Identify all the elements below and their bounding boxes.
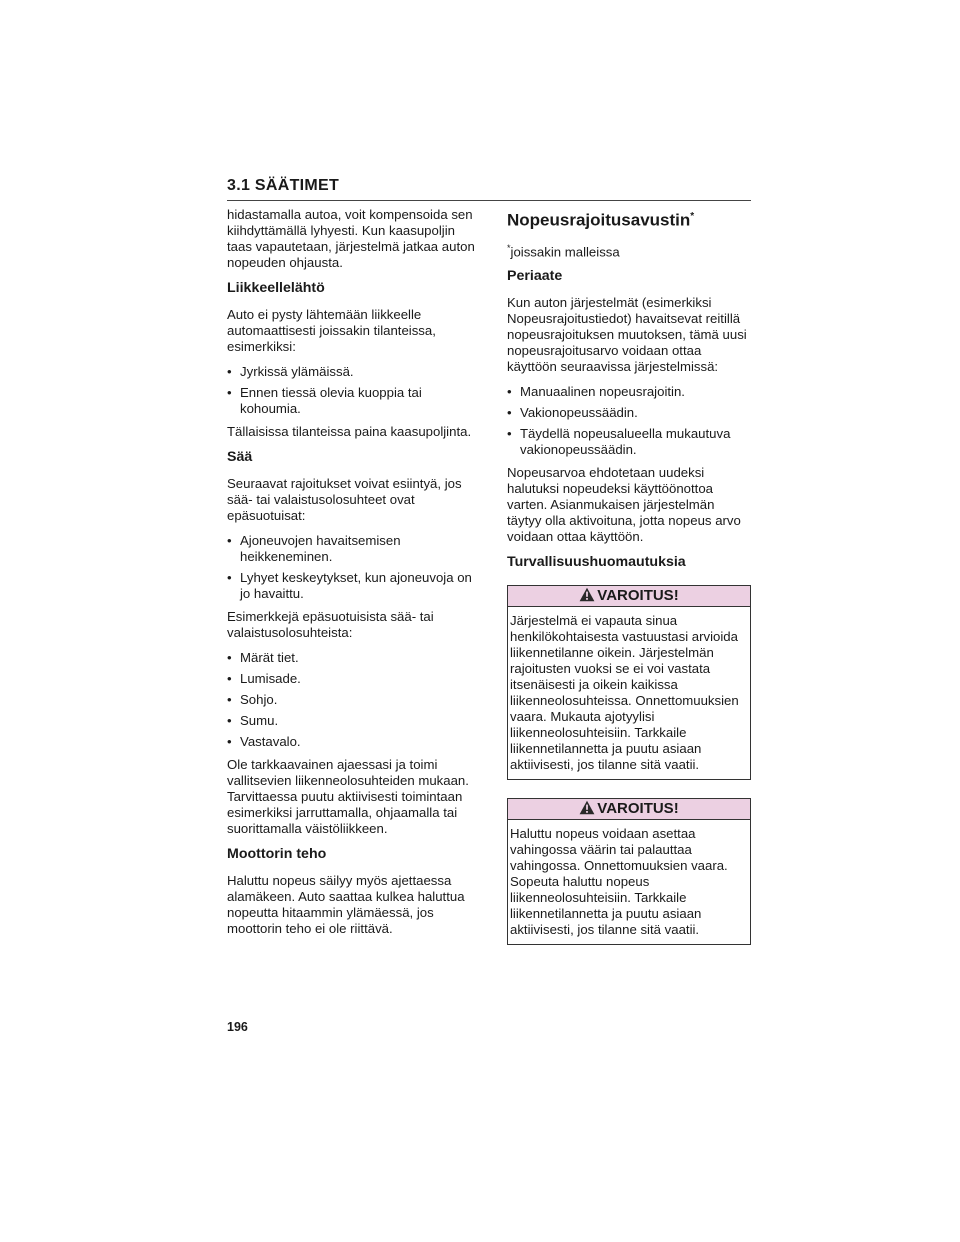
list-item: • Sumu. (227, 713, 279, 728)
list-item: • Vakionopeussäädin. (507, 405, 638, 421)
bullet-icon: • (227, 650, 232, 665)
warning-box-2 (507, 798, 751, 945)
intro-paragraph: hidastamalla autoa, voit kompensoida sen kiihdyttämällä lyhyesti. Kun kaasupoljin taas vapautetaan, järjestelmä jatkaa auton nopeuden ohjausta. (227, 207, 475, 270)
asterisk-mark: * (507, 242, 511, 253)
saa-paragraph: Seuraavat rajoitukset voivat esiintyä, jos sää- tai valaistusolosuhteet ovat epäsuotuisat: (227, 476, 462, 523)
section-title: 3.1 SÄÄTIMET (227, 177, 340, 194)
list-item: • Vastavalo. (227, 734, 301, 749)
heading-nopeusrajoitusavustin: Nopeusrajoitusavustin* (507, 210, 695, 230)
bullet-icon: • (507, 426, 512, 442)
periaate-paragraph: Kun auton järjestelmät (esimerkiksi Nopeusrajoitustiedot) havaitsevat reitillä nopeusrajoituksen muutoksen, tämä uusi nopeusrajoitusarvo voidaan ottaa käyttöön seuraavissa järjestelmissä: (507, 295, 747, 375)
warning-title: VAROITUS! (597, 587, 679, 605)
list-item: • Lumisade. (227, 671, 301, 686)
bullet-icon: • (227, 385, 232, 400)
list-item: • Täydellä nopeusalueella mukautuva vakionopeussäädin. (507, 426, 731, 458)
liikkeellelahto-paragraph: Auto ei pysty lähtemään liikkeelle automaattisesti joissakin tilanteissa, esimerkiksi: (227, 307, 436, 354)
heading-moottori: Moottorin teho (227, 846, 327, 862)
list-saa (227, 533, 477, 602)
esimerkkeja-paragraph: Esimerkkejä epäsuotuisista sää- tai valaistusolosuhteista: (227, 609, 434, 640)
moottori-paragraph: Haluttu nopeus säilyy myös ajettaessa alamäkeen. Auto saattaa kulkea haluttua nopeutta hitaammin ylämäessä, jos moottorin teho ei ole riittävä. (227, 873, 465, 936)
warning-text: Haluttu nopeus voidaan asettaa vahingossa väärin tai palauttaa vahingossa. Onnettomuuksien vaara. Sopeuta haluttu nopeus liikenneolosuhteisiin. Tarkkaile liikennetilannetta ja puutu asiaan aktiivisesti, jos tilanne sitä vaatii. (510, 826, 728, 938)
bullet-icon: • (227, 570, 232, 585)
heading-periaate: Periaate (507, 268, 563, 285)
warning-header (508, 799, 750, 820)
list-liikkeellelahto (227, 364, 477, 417)
warning-box-1 (507, 585, 751, 780)
page-number: 196 (227, 1020, 248, 1034)
list-systems (507, 384, 751, 458)
section-header (227, 174, 751, 201)
warning-triangle-icon (579, 800, 595, 815)
bullet-icon: • (227, 713, 232, 728)
heading-turvallisuushuomautuksia: Turvallisuushuomautuksia (507, 554, 686, 571)
warning-text: Järjestelmä ei vapauta sinua henkilökohtaisesta vastuustasi arvioida liikennetilanne oikein. Järjestelmän rajoitusten vuoksi se ei voi vastata itsenäisesti ja oikein kaikissa liikenneolosuhteissa. Onnettomuuksien vaara. Mukauta ajotyylisi liikenneolosuhteisiin. Tarkkaile liikennetilannetta ja puutu asiaan aktiivisesti, jos tilanne sitä vaatii. (510, 613, 739, 773)
warning-header (508, 586, 750, 607)
bullet-icon: • (507, 384, 512, 400)
bullet-icon: • (507, 405, 512, 421)
list-item: • Ennen tiessä olevia kuoppia tai kohoumia. (227, 385, 422, 416)
warning-triangle-icon (579, 587, 595, 602)
list-item: • Sohjo. (227, 692, 278, 707)
heading-liikkeellelahto: Liikkeellelähtö (227, 280, 325, 296)
warning-title: VAROITUS! (597, 800, 679, 818)
nopeusarvoa-paragraph: Nopeusarvoa ehdotetaan uudeksi halutuksi nopeudeksi käyttöönottoa varten. Asianmukaisen järjestelmän täytyy olla aktivoituna, jotta nopeus arvo voidaan ottaa käyttöön. (507, 465, 741, 545)
list-item: • Manuaalinen nopeusrajoitin. (507, 384, 685, 400)
bullet-icon: • (227, 692, 232, 707)
bullet-icon: • (227, 533, 232, 548)
asterisk-mark: * (690, 211, 695, 222)
bullet-icon: • (227, 734, 232, 749)
list-item: • Lyhyet keskeytykset, kun ajoneuvoja on jo havaittu. (227, 570, 472, 601)
list-item: • Märät tiet. (227, 650, 299, 665)
right-column (507, 207, 751, 945)
list-item: • Ajoneuvojen havaitsemisen heikkeneminen. (227, 533, 401, 564)
tallaisissa-paragraph: Tällaisissa tilanteissa paina kaasupoljinta. (227, 424, 472, 439)
list-conditions (227, 650, 477, 750)
bullet-icon: • (227, 364, 232, 379)
list-item: • Jyrkissä ylämäissä. (227, 364, 354, 379)
ole-paragraph: Ole tarkkaavainen ajaessasi ja toimi vallitsevien liikenneolosuhteiden mukaan. Tarvittaessa puutu aktiivisesti toimintaan esimerkiksi jarruttamalla, ohjaamalla tai suorittamalla väistöliikkeen. (227, 757, 469, 836)
bullet-icon: • (227, 671, 232, 686)
left-column (227, 207, 477, 946)
heading-saa: Sää (227, 449, 253, 465)
footnote: *joissakin malleissa (507, 242, 620, 260)
